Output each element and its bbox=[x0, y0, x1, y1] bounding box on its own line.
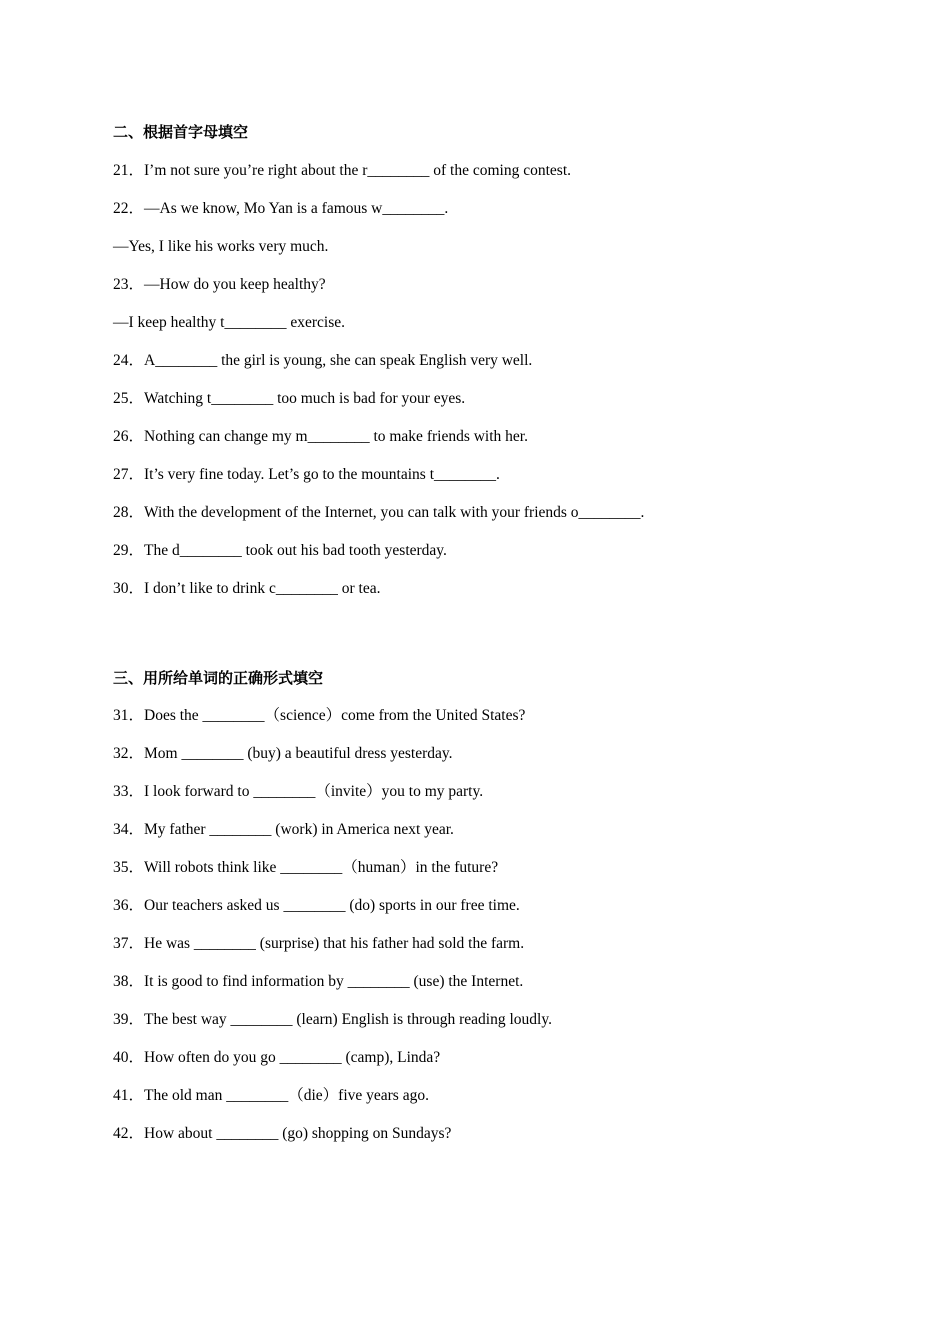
question-23-reply: —I keep healthy t________ exercise. bbox=[113, 314, 345, 331]
question-40: 40．How often do you go ________ (camp), Linda? bbox=[113, 1049, 441, 1066]
question-37: 37．He was ________ (surprise) that his father had sold the farm. bbox=[113, 935, 525, 952]
question-30: 30．I don’t like to drink c________ or tea. bbox=[113, 580, 381, 597]
question-27: 27．It’s very fine today. Let’s go to the mountains t________. bbox=[113, 466, 500, 483]
question-32: 32．Mom ________ (buy) a beautiful dress yesterday. bbox=[113, 745, 453, 762]
question-22: 22．—As we know, Mo Yan is a famous w________. bbox=[113, 200, 449, 217]
question-31: 31．Does the ________（science）come from the United States? bbox=[113, 707, 526, 724]
question-21: 21．I’m not sure you’re right about the r________ of the coming contest. bbox=[113, 162, 572, 179]
question-33: 33．I look forward to ________（invite）you to my party. bbox=[113, 783, 484, 800]
section-heading-word-forms: 三、用所给单词的正确形式填空 bbox=[113, 669, 324, 687]
question-41: 41．The old man ________（die）five years ago. bbox=[113, 1087, 429, 1104]
section-heading-initial-letter: 二、根据首字母填空 bbox=[113, 123, 249, 141]
question-42: 42．How about ________ (go) shopping on Sundays? bbox=[113, 1125, 452, 1142]
question-28: 28．With the development of the Internet, you can talk with your friends o________. bbox=[113, 504, 645, 521]
question-26: 26．Nothing can change my m________ to make friends with her. bbox=[113, 428, 528, 445]
question-35: 35．Will robots think like ________（human）in the future? bbox=[113, 859, 499, 876]
question-39: 39．The best way ________ (learn) English is through reading loudly. bbox=[113, 1011, 552, 1028]
question-38: 38．It is good to find information by ________ (use) the Internet. bbox=[113, 973, 524, 990]
question-34: 34．My father ________ (work) in America next year. bbox=[113, 821, 454, 838]
question-25: 25．Watching t________ too much is bad for your eyes. bbox=[113, 390, 466, 407]
question-29: 29．The d________ took out his bad tooth yesterday. bbox=[113, 542, 447, 559]
question-36: 36．Our teachers asked us ________ (do) sports in our free time. bbox=[113, 897, 520, 914]
question-24: 24．A________ the girl is young, she can speak English very well. bbox=[113, 352, 533, 369]
question-23: 23．—How do you keep healthy? bbox=[113, 276, 326, 293]
question-22-reply: —Yes, I like his works very much. bbox=[113, 238, 329, 255]
